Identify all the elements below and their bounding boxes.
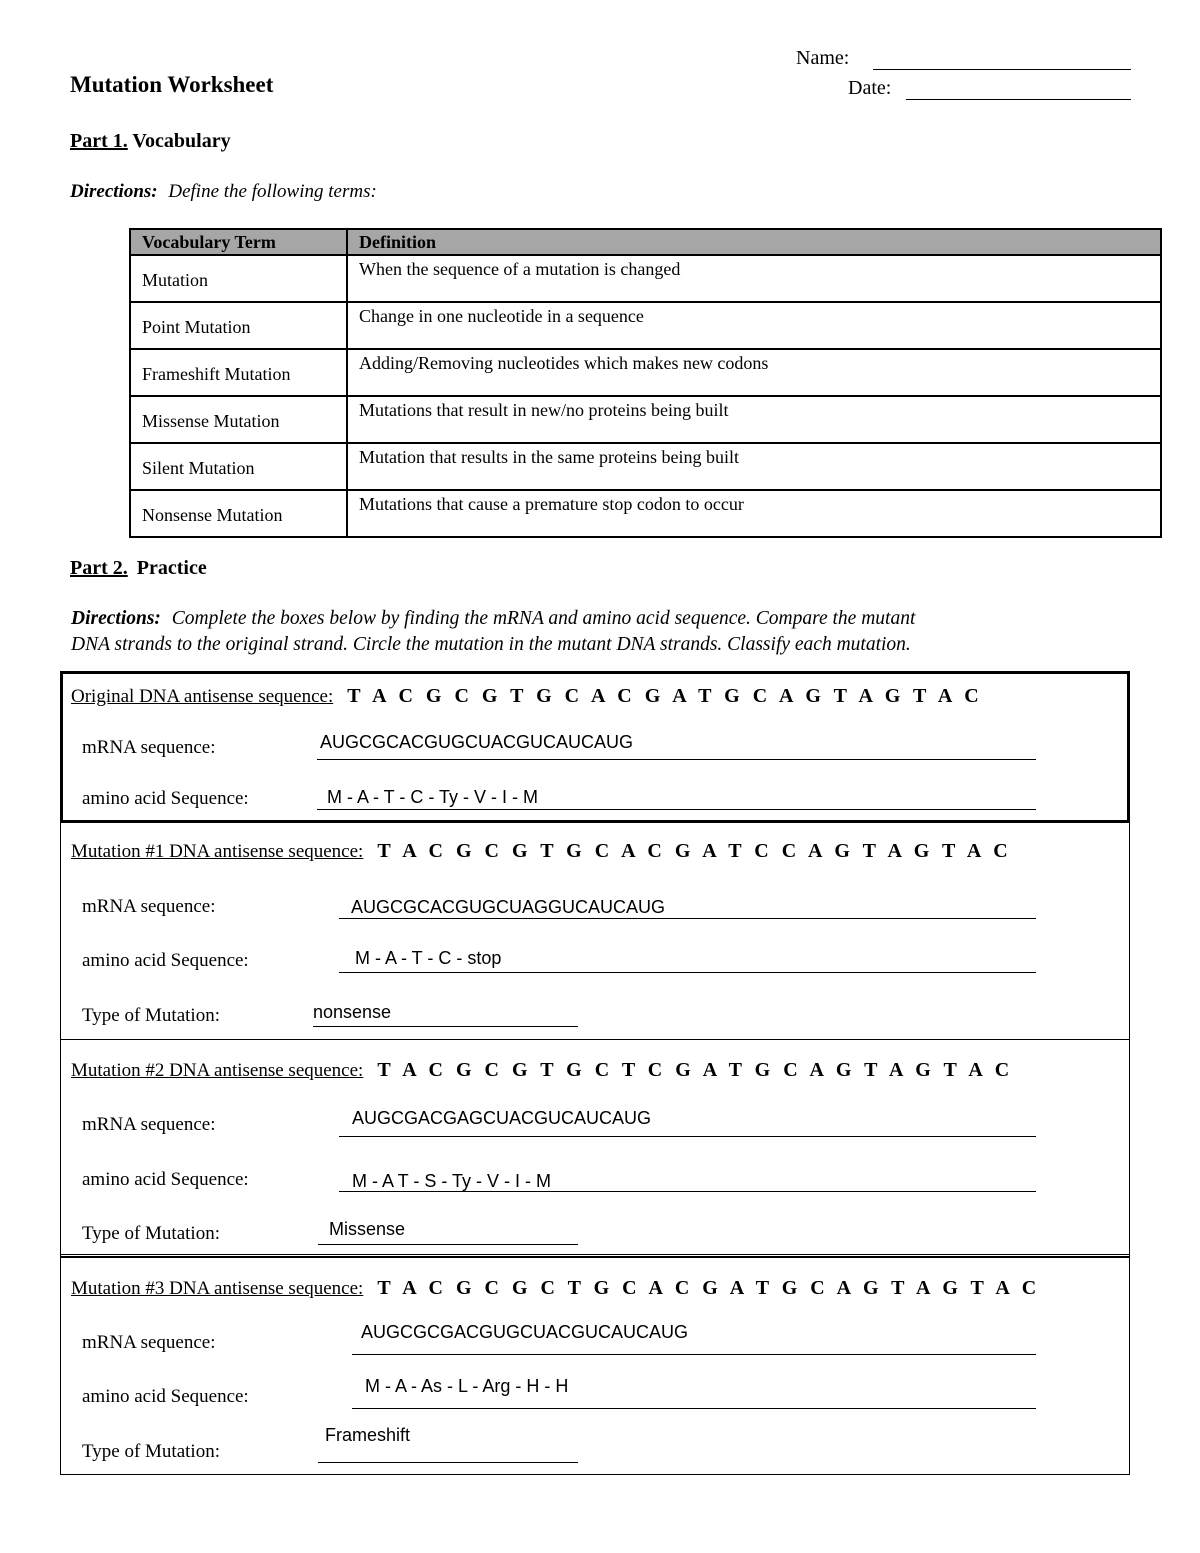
mutation3-amino-answer[interactable]: M - A - As - L - Arg - H - H (365, 1376, 569, 1396)
mutation2-mrna-label: mRNA sequence: (82, 1114, 216, 1135)
original-mrna-line (317, 759, 1036, 760)
mutation2-mrna-answer[interactable]: AUGCGACGAGCUACGUCAUCAUG (352, 1108, 652, 1128)
mutation2-dna-sequence: T A C G C G T G C T C G A T G C A G T A G T A C (377, 1059, 1014, 1081)
part1-heading-number: Part 1. (70, 130, 128, 152)
part1-heading (70, 130, 231, 153)
original-sequence-row (71, 685, 983, 708)
column-header-definition: Definition (347, 229, 1161, 255)
vocabulary-term: Point Mutation (130, 302, 347, 349)
column-header-term: Vocabulary Term (130, 229, 347, 255)
original-amino-answer[interactable]: M - A - T - C - Ty - V - I - M (327, 787, 539, 807)
vocabulary-term: Nonsense Mutation (130, 490, 347, 537)
mutation3-mrna-answer[interactable]: AUGCGCGACGUGCUACGUCAUCAUG (361, 1322, 689, 1342)
vocabulary-term: Silent Mutation (130, 443, 347, 490)
mutation3-sequence-row (71, 1277, 1040, 1300)
original-amino-line (317, 809, 1036, 810)
original-amino-label: amino acid Sequence: (82, 788, 249, 809)
mutation3-dna-sequence: T A C G C G C T G C A C G A T G C A G T A G T A C (377, 1277, 1041, 1299)
mutation1-mrna-label: mRNA sequence: (82, 896, 216, 917)
vocabulary-term: Missense Mutation (130, 396, 347, 443)
vocabulary-row (130, 349, 1161, 396)
page-title: Mutation Worksheet (70, 72, 274, 97)
mutation3-amino-label: amino acid Sequence: (82, 1386, 249, 1407)
mutation1-sequence-label: Mutation #1 DNA antisense sequence: (71, 841, 364, 862)
vocabulary-term: Mutation (130, 255, 347, 302)
vocabulary-table (129, 228, 1162, 538)
mutation2-mrna-line (339, 1136, 1036, 1137)
part2-directions-line1 (71, 608, 915, 630)
name-field[interactable] (873, 69, 1131, 70)
date-field[interactable] (906, 99, 1131, 100)
mutation1-amino-line (339, 972, 1036, 973)
mutation1-mrna-line (339, 918, 1036, 919)
part2-directions-text: Complete the boxes below by finding the mRNA and amino acid sequence. Compare the mutant (171, 608, 916, 629)
mutation3-mrna-label: mRNA sequence: (82, 1332, 216, 1353)
vocabulary-row (130, 490, 1161, 537)
vocabulary-definition[interactable]: Adding/Removing nucleotides which makes new codons (347, 349, 1161, 396)
original-mrna-answer[interactable]: AUGCGCACGUGCUACGUCAUCAUG (320, 732, 634, 752)
vocabulary-definition[interactable]: Mutation that results in the same proteins being built (347, 443, 1161, 490)
vocabulary-row (130, 396, 1161, 443)
mutation2-amino-label: amino acid Sequence: (82, 1169, 249, 1190)
vocabulary-row (130, 443, 1161, 490)
mutation1-type-label: Type of Mutation: (82, 1005, 220, 1026)
mutation2-amino-answer[interactable]: M - A T - S - Ty - V - I - M (352, 1171, 552, 1191)
vocabulary-row (130, 255, 1161, 302)
vocabulary-definition[interactable]: Change in one nucleotide in a sequence (347, 302, 1161, 349)
mutation2-amino-line (339, 1191, 1036, 1192)
mutation2-sequence-row (71, 1059, 1013, 1082)
mutation3-sequence-label: Mutation #3 DNA antisense sequence: (71, 1278, 364, 1299)
part1-directions (70, 181, 377, 203)
part1-directions-text: Define the following terms: (168, 181, 377, 202)
mutation3-type-line (318, 1462, 578, 1463)
mutation3-mrna-line (352, 1354, 1036, 1355)
vocabulary-definition[interactable]: Mutations that result in new/no proteins being built (347, 396, 1161, 443)
original-sequence-label: Original DNA antisense sequence: (71, 686, 334, 707)
mutation2-type-label: Type of Mutation: (82, 1223, 220, 1244)
mutation1-amino-answer[interactable]: M - A - T - C - stop (355, 948, 502, 968)
mutation1-type-answer[interactable]: nonsense (313, 1002, 392, 1022)
name-label: Name: (796, 47, 850, 69)
vocabulary-row (130, 302, 1161, 349)
part1-directions-label: Directions: (70, 181, 158, 202)
original-mrna-label: mRNA sequence: (82, 737, 216, 758)
date-label: Date: (848, 77, 892, 99)
mutation2-type-line (318, 1244, 578, 1245)
part2-heading-text: Practice (136, 557, 207, 579)
mutation2-type-answer[interactable]: Missense (329, 1219, 406, 1239)
mutation1-mrna-answer[interactable]: AUGCGCACGUGCUAGGUCAUCAUG (351, 897, 666, 917)
mutation2-sequence-label: Mutation #2 DNA antisense sequence: (71, 1060, 364, 1081)
part1-heading-text: Vocabulary (132, 130, 231, 152)
mutation1-type-line (313, 1026, 578, 1027)
vocabulary-term: Frameshift Mutation (130, 349, 347, 396)
vocabulary-header-row (130, 229, 1161, 255)
mutation1-sequence-row (71, 840, 1012, 863)
mutation1-dna-sequence: T A C G C G T G C A C G A T C C A G T A G T A C (377, 840, 1012, 862)
mutation3-type-label: Type of Mutation: (82, 1441, 220, 1462)
vocabulary-definition[interactable]: When the sequence of a mutation is changed (347, 255, 1161, 302)
part2-heading-number: Part 2. (70, 557, 128, 579)
mutation1-amino-label: amino acid Sequence: (82, 950, 249, 971)
vocabulary-definition[interactable]: Mutations that cause a premature stop codon to occur (347, 490, 1161, 537)
part2-heading (70, 557, 207, 580)
mutation3-amino-line (352, 1408, 1036, 1409)
original-dna-sequence: T A C G C G T G C A C G A T G C A G T A G T A C (347, 685, 983, 707)
mutation3-type-answer[interactable]: Frameshift (325, 1425, 411, 1445)
part2-directions-label: Directions: (71, 608, 161, 629)
part2-directions-line2: DNA strands to the original strand. Circle the mutation in the mutant DNA strands. Classify each mutation. (71, 634, 911, 655)
